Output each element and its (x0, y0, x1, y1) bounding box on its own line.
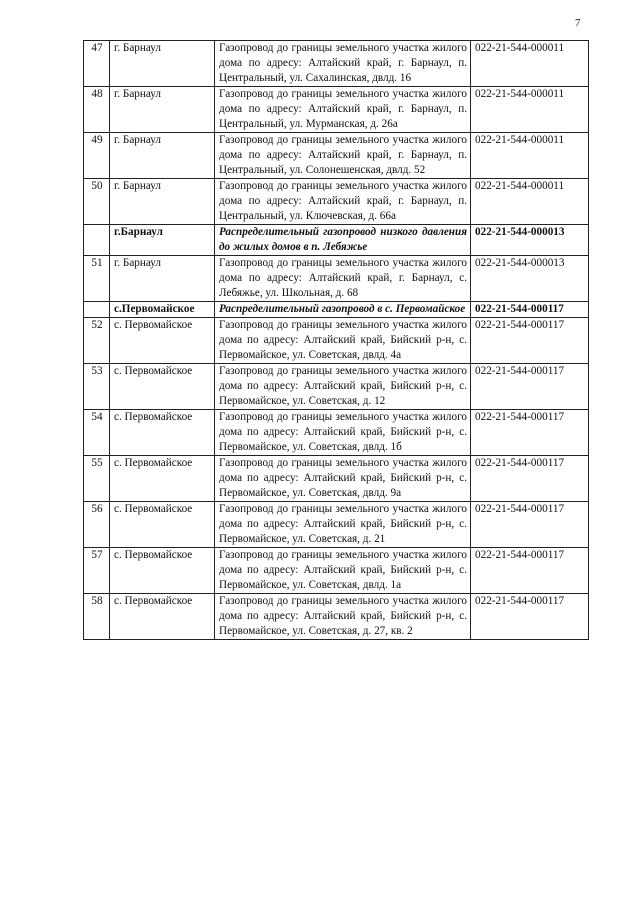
row-number-cell: 55 (84, 456, 110, 502)
code-cell: 022-21-544-000117 (471, 364, 589, 410)
location-cell: с. Первомайское (110, 502, 215, 548)
code-cell: 022-21-544-000117 (471, 548, 589, 594)
code-cell: 022-21-544-000117 (471, 410, 589, 456)
description-cell: Распределительный газопровод низкого давления до жилых домов в п. Лебяжье (215, 225, 471, 256)
description-cell: Газопровод до границы земельного участка жилого дома по адресу: Алтайский край, Бийский р-н, с. Первомайское, ул. Советская, двлд. 1а (215, 548, 471, 594)
location-cell: г. Барнаул (110, 133, 215, 179)
location-cell: с. Первомайское (110, 410, 215, 456)
table-row (84, 318, 589, 364)
table-row (84, 364, 589, 410)
description-cell: Газопровод до границы земельного участка жилого дома по адресу: Алтайский край, Бийский р-н, с. Первомайское, ул. Советская, д. 21 (215, 502, 471, 548)
section-header-row (84, 225, 589, 256)
code-cell: 022-21-544-000117 (471, 456, 589, 502)
code-cell: 022-21-544-000011 (471, 87, 589, 133)
location-cell: с.Первомайское (110, 302, 215, 318)
description-cell: Газопровод до границы земельного участка жилого дома по адресу: Алтайский край, г. Барнаул, п. Центральный, ул. Солонешенская, двлд. 52 (215, 133, 471, 179)
code-cell: 022-21-544-000117 (471, 318, 589, 364)
description-cell: Распределительный газопровод в с. Первомайское (215, 302, 471, 318)
row-number-cell: 58 (84, 594, 110, 640)
registry-table (83, 40, 589, 640)
table-row (84, 548, 589, 594)
code-cell: 022-21-544-000013 (471, 225, 589, 256)
table-row (84, 87, 589, 133)
table-row (84, 256, 589, 302)
description-cell: Газопровод до границы земельного участка жилого дома по адресу: Алтайский край, г. Барнаул, п. Центральный, ул. Мурманская, д. 26а (215, 87, 471, 133)
section-header-row (84, 302, 589, 318)
location-cell: с. Первомайское (110, 318, 215, 364)
row-number-cell: 56 (84, 502, 110, 548)
description-cell: Газопровод до границы земельного участка жилого дома по адресу: Алтайский край, г. Барнаул, п. Центральный, ул. Сахалинская, двлд. 16 (215, 41, 471, 87)
description-cell: Газопровод до границы земельного участка жилого дома по адресу: Алтайский край, Бийский р-н, с. Первомайское, ул. Советская, д. 12 (215, 364, 471, 410)
code-cell: 022-21-544-000013 (471, 256, 589, 302)
location-cell: г. Барнаул (110, 256, 215, 302)
row-number-cell: 53 (84, 364, 110, 410)
row-number-cell: 51 (84, 256, 110, 302)
row-number-cell: 48 (84, 87, 110, 133)
location-cell: с. Первомайское (110, 456, 215, 502)
table-row (84, 41, 589, 87)
location-cell: с. Первомайское (110, 594, 215, 640)
code-cell: 022-21-544-000117 (471, 594, 589, 640)
table-row (84, 594, 589, 640)
description-cell: Газопровод до границы земельного участка жилого дома по адресу: Алтайский край, Бийский р-н, с. Первомайское, ул. Советская, двлд. 9а (215, 456, 471, 502)
page-number: 7 (575, 17, 581, 29)
table-row (84, 502, 589, 548)
description-cell: Газопровод до границы земельного участка жилого дома по адресу: Алтайский край, г. Барнаул, п. Центральный, ул. Ключевская, д. 66а (215, 179, 471, 225)
row-number-cell: 49 (84, 133, 110, 179)
description-cell: Газопровод до границы земельного участка жилого дома по адресу: Алтайский край, Бийский р-н, с. Первомайское, ул. Советская, двлд. 4а (215, 318, 471, 364)
row-number-cell: 52 (84, 318, 110, 364)
row-number-cell (84, 225, 110, 256)
description-cell: Газопровод до границы земельного участка жилого дома по адресу: Алтайский край, Бийский р-н, с. Первомайское, ул. Советская, д. 27, кв. 2 (215, 594, 471, 640)
code-cell: 022-21-544-000011 (471, 133, 589, 179)
location-cell: с. Первомайское (110, 548, 215, 594)
location-cell: г. Барнаул (110, 87, 215, 133)
table-row (84, 410, 589, 456)
location-cell: с. Первомайское (110, 364, 215, 410)
table-row (84, 133, 589, 179)
description-cell: Газопровод до границы земельного участка жилого дома по адресу: Алтайский край, г. Барнаул, с. Лебяжье, ул. Школьная, д. 68 (215, 256, 471, 302)
location-cell: г. Барнаул (110, 179, 215, 225)
code-cell: 022-21-544-000011 (471, 179, 589, 225)
description-cell: Газопровод до границы земельного участка жилого дома по адресу: Алтайский край, Бийский р-н, с. Первомайское, ул. Советская, двлд. 1б (215, 410, 471, 456)
code-cell: 022-21-544-000117 (471, 502, 589, 548)
code-cell: 022-21-544-000117 (471, 302, 589, 318)
registry-table-body (84, 41, 589, 640)
row-number-cell: 57 (84, 548, 110, 594)
row-number-cell: 47 (84, 41, 110, 87)
row-number-cell (84, 302, 110, 318)
location-cell: г. Барнаул (110, 41, 215, 87)
row-number-cell: 50 (84, 179, 110, 225)
location-cell: г.Барнаул (110, 225, 215, 256)
table-row (84, 179, 589, 225)
code-cell: 022-21-544-000011 (471, 41, 589, 87)
row-number-cell: 54 (84, 410, 110, 456)
table-row (84, 456, 589, 502)
